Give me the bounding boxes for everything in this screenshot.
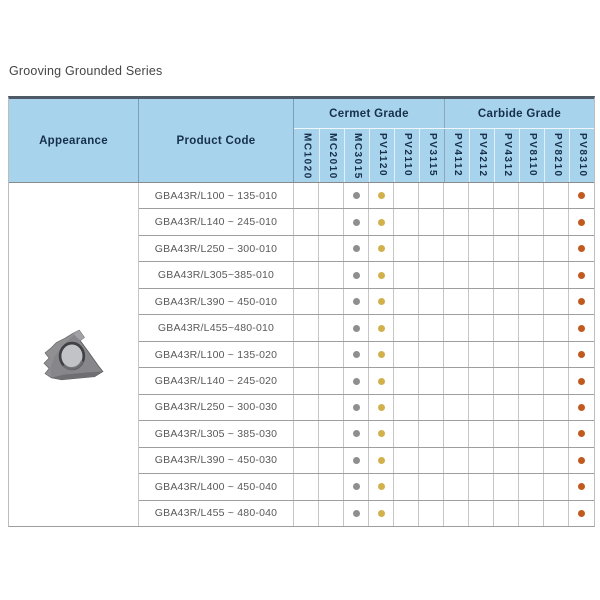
grade-cell bbox=[344, 421, 369, 446]
grade-column-label: MC2010 bbox=[327, 133, 338, 180]
grade-cell bbox=[344, 395, 369, 420]
availability-dot bbox=[378, 219, 385, 226]
grade-cell bbox=[469, 421, 494, 446]
grade-cell bbox=[519, 289, 544, 314]
grade-cell bbox=[544, 315, 569, 340]
grade-cell bbox=[569, 395, 594, 420]
availability-dot bbox=[353, 404, 360, 411]
grade-cell bbox=[469, 395, 494, 420]
grade-cell bbox=[519, 262, 544, 287]
table-row bbox=[139, 209, 594, 235]
grade-column-label: PV8310 bbox=[577, 133, 588, 178]
grade-cell bbox=[469, 262, 494, 287]
grade-cell bbox=[419, 501, 444, 526]
grooving-insert-image bbox=[41, 329, 107, 381]
availability-dot bbox=[578, 404, 585, 411]
grade-cell bbox=[294, 448, 319, 473]
availability-dot bbox=[378, 457, 385, 464]
grade-cell bbox=[294, 368, 319, 393]
product-code-cell: GBA43R/L100 ~ 135-010 bbox=[139, 183, 294, 208]
product-code-column-header: Product Code bbox=[139, 99, 294, 182]
availability-dot bbox=[378, 351, 385, 358]
grade-cell bbox=[394, 315, 419, 340]
grade-cell bbox=[444, 342, 469, 367]
availability-dot bbox=[578, 510, 585, 517]
grade-cell bbox=[394, 395, 419, 420]
grade-cell bbox=[544, 448, 569, 473]
grade-cell bbox=[444, 421, 469, 446]
grade-cell bbox=[294, 315, 319, 340]
grade-cell bbox=[544, 421, 569, 446]
grade-cell bbox=[469, 448, 494, 473]
availability-dot bbox=[378, 378, 385, 385]
grade-cell bbox=[294, 342, 319, 367]
grade-cell bbox=[344, 289, 369, 314]
table-body bbox=[9, 183, 594, 526]
grade-column-label: PV1120 bbox=[377, 133, 388, 178]
grade-cell bbox=[419, 368, 444, 393]
grade-cell bbox=[344, 209, 369, 234]
grade-cell bbox=[394, 474, 419, 499]
grade-cell bbox=[569, 262, 594, 287]
grade-cell bbox=[294, 289, 319, 314]
grade-cell bbox=[319, 448, 344, 473]
grade-cell bbox=[494, 315, 519, 340]
grade-cell bbox=[494, 289, 519, 314]
grade-cell bbox=[544, 209, 569, 234]
availability-dot bbox=[353, 510, 360, 517]
grade-cell bbox=[394, 262, 419, 287]
grade-cell bbox=[569, 448, 594, 473]
grade-column-header bbox=[419, 129, 444, 182]
table-row bbox=[139, 262, 594, 288]
grade-cell bbox=[344, 236, 369, 261]
grade-cell bbox=[394, 421, 419, 446]
grade-cell bbox=[319, 474, 344, 499]
table-row bbox=[139, 474, 594, 500]
grade-cell bbox=[494, 368, 519, 393]
grade-cell bbox=[569, 501, 594, 526]
grade-cell bbox=[369, 448, 394, 473]
grade-cell bbox=[369, 209, 394, 234]
product-code-cell: GBA43R/L455 ~ 480-040 bbox=[139, 501, 294, 526]
grade-cell bbox=[369, 368, 394, 393]
grade-cell bbox=[369, 315, 394, 340]
grade-cell bbox=[494, 183, 519, 208]
grade-cell bbox=[394, 501, 419, 526]
table-row bbox=[139, 501, 594, 526]
grade-cell bbox=[369, 236, 394, 261]
grade-cell bbox=[369, 501, 394, 526]
grade-cell bbox=[319, 368, 344, 393]
availability-dot bbox=[378, 272, 385, 279]
grade-cell bbox=[344, 448, 369, 473]
availability-dot bbox=[353, 457, 360, 464]
grade-cell bbox=[419, 183, 444, 208]
grade-column-header bbox=[519, 129, 544, 182]
grade-cell bbox=[369, 421, 394, 446]
grade-cell bbox=[369, 342, 394, 367]
product-code-cell: GBA43R/L100 ~ 135-020 bbox=[139, 342, 294, 367]
availability-dot bbox=[378, 430, 385, 437]
grade-column-header bbox=[344, 129, 369, 182]
grade-column-label: MC1020 bbox=[301, 133, 313, 180]
grade-cell bbox=[519, 209, 544, 234]
grade-cell bbox=[294, 183, 319, 208]
grade-column-label: PV4112 bbox=[452, 133, 463, 178]
grade-cell bbox=[394, 368, 419, 393]
grade-cell bbox=[544, 236, 569, 261]
grade-cell bbox=[469, 342, 494, 367]
grade-cell bbox=[319, 315, 344, 340]
product-code-cell: GBA43R/L250 ~ 300-030 bbox=[139, 395, 294, 420]
availability-dot bbox=[578, 351, 585, 358]
availability-dot bbox=[578, 483, 585, 490]
grade-cell bbox=[519, 368, 544, 393]
page-title: Grooving Grounded Series bbox=[9, 64, 163, 78]
product-code-cell: GBA43R/L250 ~ 300-010 bbox=[139, 236, 294, 261]
grade-column-label: PV4212 bbox=[477, 133, 488, 178]
grade-cell bbox=[294, 501, 319, 526]
availability-dot bbox=[353, 298, 360, 305]
availability-dot bbox=[578, 457, 585, 464]
grade-cell bbox=[444, 474, 469, 499]
grade-cell bbox=[369, 474, 394, 499]
grade-cell bbox=[394, 342, 419, 367]
grade-cell bbox=[469, 289, 494, 314]
grade-cell bbox=[419, 448, 444, 473]
product-table bbox=[8, 96, 595, 527]
grade-cell bbox=[369, 183, 394, 208]
grade-cell bbox=[569, 315, 594, 340]
grade-cell bbox=[469, 501, 494, 526]
grade-column-header bbox=[494, 129, 519, 182]
product-code-cell: GBA43R/L390 ~ 450-030 bbox=[139, 448, 294, 473]
product-code-cell: GBA43R/L390 ~ 450-010 bbox=[139, 289, 294, 314]
grade-cell bbox=[394, 236, 419, 261]
availability-dot bbox=[353, 219, 360, 226]
grade-cell bbox=[519, 501, 544, 526]
grade-cell bbox=[494, 421, 519, 446]
grade-cell bbox=[544, 474, 569, 499]
grade-group-header: Cermet Grade bbox=[329, 107, 409, 120]
grade-cell bbox=[419, 421, 444, 446]
grade-cell bbox=[494, 448, 519, 473]
availability-dot bbox=[353, 325, 360, 332]
grade-cell bbox=[569, 236, 594, 261]
grade-cell bbox=[319, 395, 344, 420]
availability-dot bbox=[578, 325, 585, 332]
grade-cell bbox=[419, 342, 444, 367]
table-row bbox=[139, 236, 594, 262]
grade-column-label: PV8210 bbox=[552, 133, 563, 178]
table-row bbox=[139, 183, 594, 209]
grade-cell bbox=[319, 209, 344, 234]
grade-cell bbox=[569, 289, 594, 314]
product-code-cell: GBA43R/L140 ~ 245-020 bbox=[139, 368, 294, 393]
grade-cell bbox=[344, 262, 369, 287]
grade-cell bbox=[419, 262, 444, 287]
grade-cell bbox=[319, 501, 344, 526]
table-row bbox=[139, 368, 594, 394]
grade-cell bbox=[444, 368, 469, 393]
grade-cell bbox=[569, 209, 594, 234]
grade-cell bbox=[444, 183, 469, 208]
grade-cell bbox=[394, 289, 419, 314]
grade-cell bbox=[369, 289, 394, 314]
availability-dot bbox=[353, 192, 360, 199]
availability-dot bbox=[578, 430, 585, 437]
grade-cell bbox=[569, 474, 594, 499]
grade-column-label: MC3015 bbox=[352, 133, 363, 180]
grade-column-header bbox=[394, 129, 419, 182]
grade-cell bbox=[369, 395, 394, 420]
grade-cell bbox=[419, 209, 444, 234]
availability-dot bbox=[378, 483, 385, 490]
grade-cell bbox=[419, 236, 444, 261]
table-row bbox=[139, 315, 594, 341]
grade-cell bbox=[519, 315, 544, 340]
grade-cell bbox=[369, 262, 394, 287]
appearance-cell bbox=[9, 183, 139, 526]
grade-column-header bbox=[319, 129, 344, 182]
product-code-cell: GBA43R/L305~385-010 bbox=[139, 262, 294, 287]
availability-dot bbox=[378, 298, 385, 305]
grade-cell bbox=[544, 183, 569, 208]
grade-cell bbox=[444, 209, 469, 234]
grade-cell bbox=[294, 395, 319, 420]
grade-cell bbox=[294, 236, 319, 261]
grade-cell bbox=[444, 501, 469, 526]
grade-cell bbox=[519, 395, 544, 420]
grade-column-label: PV8110 bbox=[527, 133, 538, 178]
grade-group-header: Carbide Grade bbox=[444, 99, 594, 128]
availability-dot bbox=[353, 430, 360, 437]
table-row bbox=[139, 395, 594, 421]
grade-column-header bbox=[544, 129, 569, 182]
availability-dot bbox=[378, 404, 385, 411]
grade-cell bbox=[344, 368, 369, 393]
product-code-cell: GBA43R/L305 ~ 385-030 bbox=[139, 421, 294, 446]
availability-dot bbox=[578, 192, 585, 199]
grade-cell bbox=[544, 368, 569, 393]
grade-column-header bbox=[444, 129, 469, 182]
availability-dot bbox=[378, 510, 385, 517]
product-code-cell: GBA43R/L400 ~ 450-040 bbox=[139, 474, 294, 499]
table-row bbox=[139, 289, 594, 315]
grade-cell bbox=[569, 368, 594, 393]
grade-cell bbox=[319, 183, 344, 208]
grade-cell bbox=[294, 262, 319, 287]
availability-dot bbox=[578, 378, 585, 385]
grade-cell bbox=[469, 368, 494, 393]
table-row bbox=[139, 342, 594, 368]
grade-cell bbox=[344, 315, 369, 340]
grade-column-header bbox=[294, 129, 319, 182]
grade-cell bbox=[444, 262, 469, 287]
grade-cell bbox=[494, 395, 519, 420]
grade-cell bbox=[394, 209, 419, 234]
availability-dot bbox=[378, 192, 385, 199]
availability-dot bbox=[578, 245, 585, 252]
grade-column-label: PV2110 bbox=[402, 133, 413, 178]
availability-dot bbox=[353, 378, 360, 385]
grade-cell bbox=[344, 183, 369, 208]
availability-dot bbox=[378, 245, 385, 252]
grade-cell bbox=[519, 342, 544, 367]
availability-dot bbox=[578, 272, 585, 279]
grade-cell bbox=[469, 236, 494, 261]
grade-cell bbox=[394, 183, 419, 208]
grade-cell bbox=[444, 448, 469, 473]
grade-cell bbox=[569, 342, 594, 367]
table-row bbox=[139, 448, 594, 474]
availability-dot bbox=[353, 245, 360, 252]
grade-cell bbox=[294, 421, 319, 446]
grade-cell bbox=[494, 209, 519, 234]
grade-cell bbox=[344, 474, 369, 499]
grade-cell bbox=[494, 342, 519, 367]
grade-cell bbox=[569, 183, 594, 208]
table-header bbox=[9, 99, 594, 183]
grade-cell bbox=[469, 315, 494, 340]
grade-cell bbox=[419, 395, 444, 420]
grade-cell bbox=[344, 501, 369, 526]
grade-cell bbox=[469, 183, 494, 208]
appearance-column-header: Appearance bbox=[9, 99, 139, 182]
grade-cell bbox=[319, 236, 344, 261]
grade-cell bbox=[519, 448, 544, 473]
grade-cell bbox=[294, 474, 319, 499]
grade-cell bbox=[319, 421, 344, 446]
grade-cell bbox=[469, 209, 494, 234]
grade-cell bbox=[569, 421, 594, 446]
grade-cell bbox=[519, 183, 544, 208]
grade-cell bbox=[494, 262, 519, 287]
grade-cell bbox=[344, 342, 369, 367]
product-code-cell: GBA43R/L455~480-010 bbox=[139, 315, 294, 340]
grade-cell bbox=[544, 501, 569, 526]
grade-cell bbox=[419, 315, 444, 340]
product-code-cell: GBA43R/L140 ~ 245-010 bbox=[139, 209, 294, 234]
grade-cell bbox=[469, 474, 494, 499]
grade-cell bbox=[444, 236, 469, 261]
grade-column-header bbox=[469, 129, 494, 182]
grade-cell bbox=[419, 289, 444, 314]
grade-cell bbox=[494, 501, 519, 526]
grade-cell bbox=[319, 342, 344, 367]
grade-cell bbox=[544, 262, 569, 287]
availability-dot bbox=[578, 298, 585, 305]
grade-cell bbox=[444, 289, 469, 314]
table-rows bbox=[139, 183, 594, 526]
grade-cell bbox=[294, 209, 319, 234]
grade-cell bbox=[544, 342, 569, 367]
grade-label-row bbox=[294, 129, 594, 182]
grade-header-block bbox=[294, 99, 594, 182]
grade-cell bbox=[519, 236, 544, 261]
grade-cell bbox=[444, 315, 469, 340]
grade-cell bbox=[319, 289, 344, 314]
availability-dot bbox=[353, 272, 360, 279]
grade-column-header bbox=[369, 129, 394, 182]
grade-cell bbox=[394, 448, 419, 473]
grade-cell bbox=[519, 421, 544, 446]
availability-dot bbox=[378, 325, 385, 332]
grade-cell bbox=[444, 395, 469, 420]
availability-dot bbox=[578, 219, 585, 226]
grade-column-header bbox=[569, 129, 594, 182]
availability-dot bbox=[353, 483, 360, 490]
grade-cell bbox=[494, 474, 519, 499]
grade-cell bbox=[419, 474, 444, 499]
availability-dot bbox=[353, 351, 360, 358]
grade-cell bbox=[519, 474, 544, 499]
grade-cell bbox=[544, 289, 569, 314]
grade-column-label: PV3115 bbox=[427, 133, 438, 178]
grade-cell bbox=[319, 262, 344, 287]
grade-group-row bbox=[294, 99, 594, 129]
grade-cell bbox=[544, 395, 569, 420]
table-row bbox=[139, 421, 594, 447]
grade-column-label: PV4312 bbox=[502, 133, 513, 178]
grade-cell bbox=[494, 236, 519, 261]
